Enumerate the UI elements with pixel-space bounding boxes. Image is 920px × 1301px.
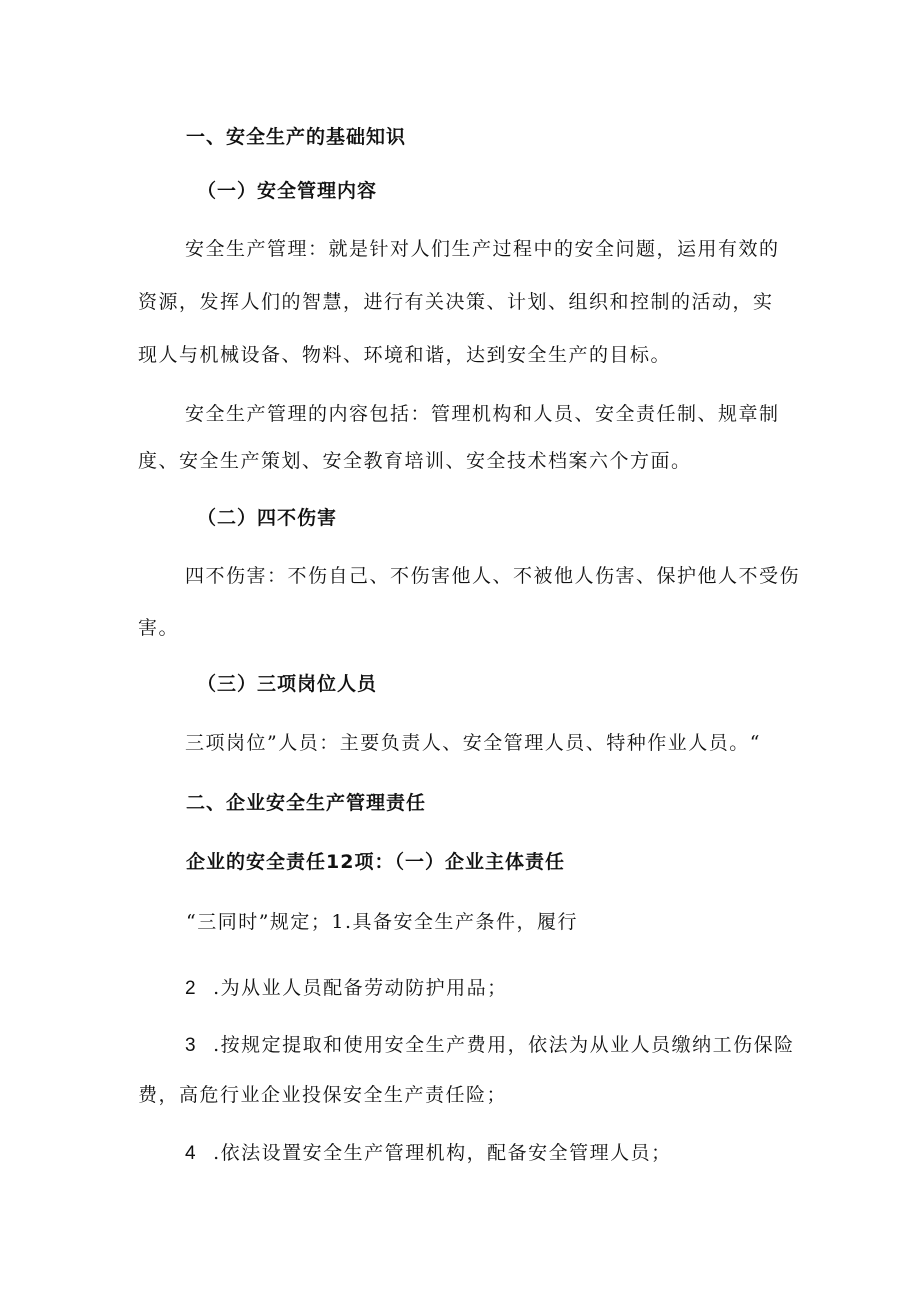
section-heading-2: 二、企业安全生产管理责任	[186, 792, 427, 814]
paragraph-6-line-1: “三同时”规定；1.具备安全生产条件，履行	[186, 911, 579, 933]
list-item-2-text: .为从业人员配备劳动防护用品；	[213, 977, 508, 999]
list-item-4-number: 4	[185, 1143, 198, 1164]
subsection-heading-3: （三）三项岗位人员	[197, 673, 378, 695]
list-item-2-number: 2	[185, 978, 198, 999]
list-item-2	[185, 974, 508, 1003]
paragraph-5-line-1: 企业的安全责任12项：（一）企业主体责任	[186, 851, 565, 873]
paragraph-2-line-2: 度、安全生产策划、安全教育培训、安全技术档案六个方面。	[138, 450, 692, 472]
paragraph-2-line-1: 安全生产管理的内容包括：管理机构和人员、安全责任制、规章制	[185, 403, 780, 425]
section-heading-1: 一、安全生产的基础知识	[186, 126, 407, 148]
paragraph-3-line-1: 四不伤害：不伤自己、不伤害他人、不被他人伤害、保护他人不受伤	[185, 565, 801, 587]
list-item-3-number: 3	[185, 1035, 198, 1056]
paragraph-1-line-2: 资源，发挥人们的智慧，进行有关决策、计划、组织和控制的活动，实	[138, 291, 774, 313]
subsection-heading-1: （一）安全管理内容	[197, 180, 378, 202]
list-item-4	[185, 1139, 672, 1168]
paragraph-1-line-3: 现人与机械设备、物料、环境和谐，达到安全生产的目标。	[138, 344, 672, 366]
list-item-3-line-2: 费，高危行业企业投保安全生产责任险；	[138, 1084, 508, 1106]
paragraph-4-line-1: 三项岗位”人员：主要负责人、安全管理人员、特种作业人员。“	[185, 732, 761, 754]
list-item-3-text: .按规定提取和使用安全生产费用，依法为从业人员缴纳工伤保险	[213, 1034, 795, 1056]
paragraph-1-line-1: 安全生产管理：就是针对人们生产过程中的安全问题，运用有效的	[185, 238, 780, 260]
list-item-3	[185, 1031, 795, 1060]
subsection-heading-2: （二）四不伤害	[197, 507, 338, 529]
paragraph-3-line-2: 害。	[138, 617, 180, 639]
list-item-4-text: .依法设置安全生产管理机构，配备安全管理人员；	[213, 1142, 672, 1164]
